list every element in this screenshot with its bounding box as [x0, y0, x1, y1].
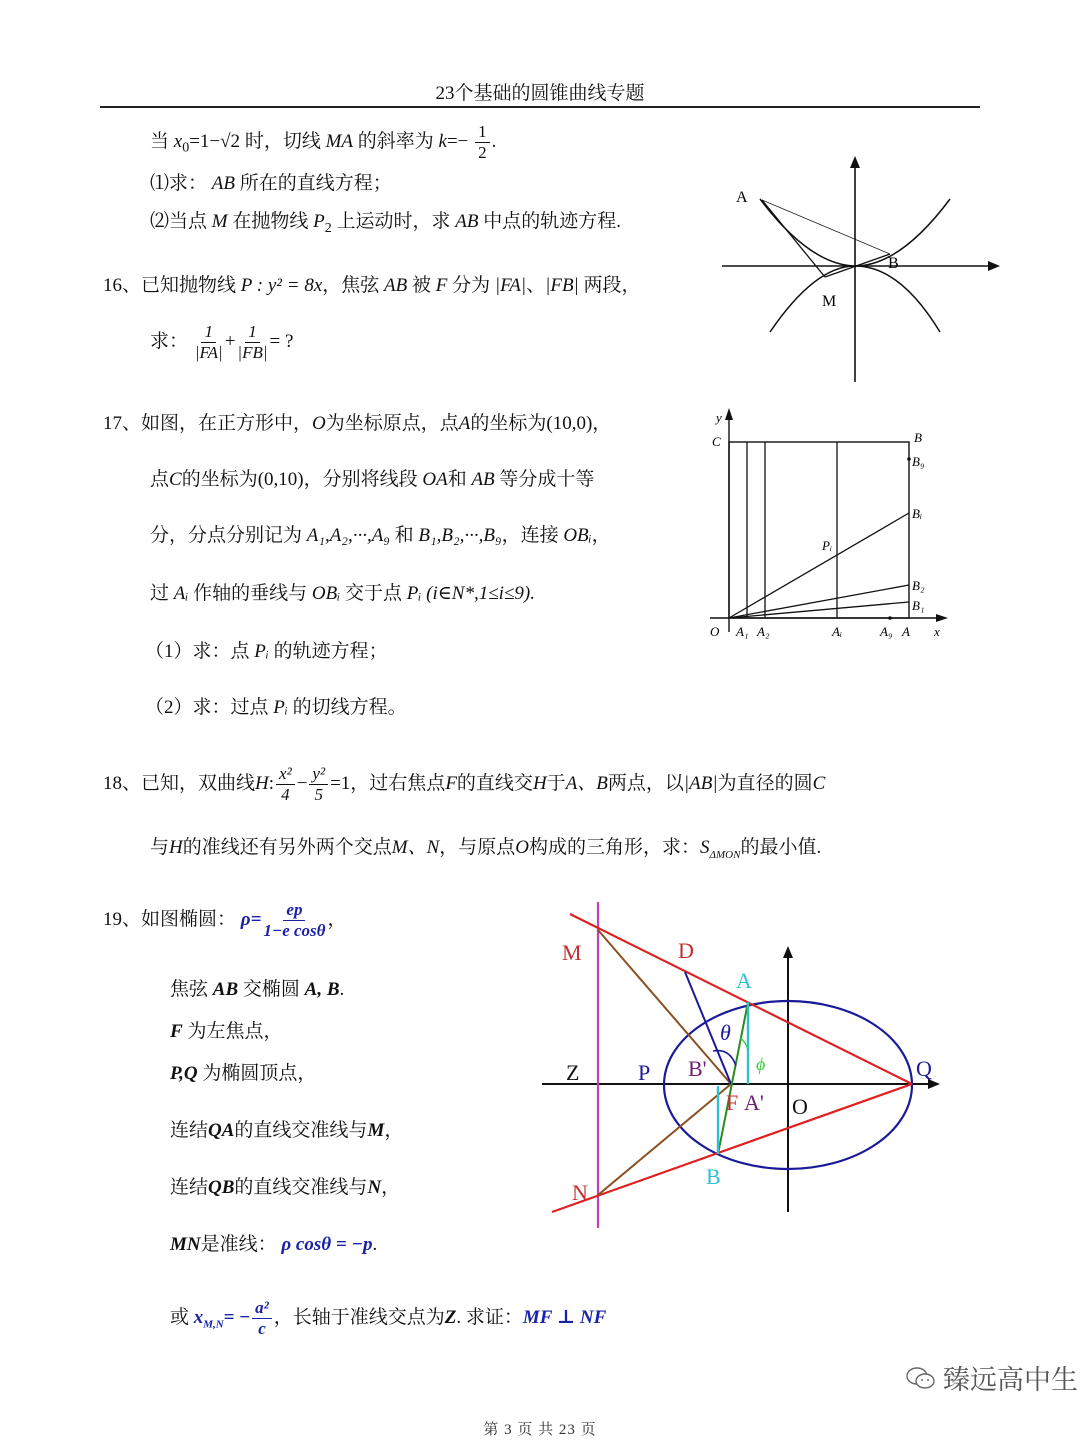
- text: 中点的轨迹方程.: [483, 211, 621, 232]
- var-MN: MN: [170, 1234, 201, 1255]
- text: 连结: [170, 1120, 209, 1141]
- text: 的坐标为(10,0)，: [470, 413, 612, 434]
- var-AB: AB: [211, 173, 235, 194]
- label-F: F: [726, 1090, 739, 1115]
- label-y: y: [716, 410, 722, 425]
- text: 构成的三角形，求：: [529, 837, 701, 858]
- line-MF: [598, 930, 731, 1084]
- text: 的最小值.: [740, 837, 822, 858]
- p17-line2: [150, 464, 594, 491]
- var-OBi: OBᵢ: [563, 525, 592, 546]
- text: 作轴的垂线与: [193, 583, 308, 604]
- text: （1）求：点: [145, 641, 250, 662]
- text: =1: [330, 772, 351, 794]
- page-header-title: 23个基础的圆锥曲线专题: [435, 83, 645, 104]
- text: 在抛物线: [232, 211, 309, 232]
- label-O: O: [710, 624, 720, 639]
- p15-line1: [150, 122, 496, 163]
- text: 分，分点分别记为: [150, 525, 303, 546]
- numerator: y²: [309, 764, 328, 785]
- prove-statement: MF ⊥ NF: [522, 1306, 607, 1328]
- text: （2）求：过点: [145, 697, 269, 718]
- problem-number: 16、: [103, 275, 142, 296]
- p17-line1: [103, 408, 611, 435]
- watermark-text: 臻远高中生: [943, 1365, 1078, 1396]
- denominator: 4: [281, 785, 290, 804]
- label-B: B: [914, 430, 922, 445]
- p17-q1: [145, 636, 388, 663]
- var-F: F: [170, 1021, 183, 1042]
- line-OBi: [729, 513, 909, 618]
- label-phi: ϕ: [756, 1054, 766, 1074]
- var-OBi: OBᵢ: [311, 583, 341, 604]
- var-C: C: [169, 469, 182, 490]
- text: . 求证：: [456, 1306, 523, 1328]
- text: 、: [526, 275, 546, 296]
- text: 当: [150, 130, 170, 152]
- text: 于: [546, 772, 566, 794]
- var-AB: AB: [471, 469, 495, 490]
- text: 焦弦: [170, 979, 209, 1000]
- var-F: F: [445, 772, 457, 794]
- p16-line2: [150, 322, 293, 363]
- var-MA: MA: [325, 130, 354, 152]
- text: 等分成十等: [499, 469, 595, 490]
- text: 求：: [150, 330, 189, 352]
- numerator: 1: [201, 322, 216, 343]
- denominator: |FA|: [194, 343, 223, 362]
- p19-l1: [170, 974, 344, 1001]
- wechat-icon: [905, 1365, 937, 1391]
- y-axis-arrow: [725, 408, 733, 420]
- text: 和: [447, 469, 467, 490]
- y-axis-arrow: [850, 156, 860, 168]
- label-Z: Z: [566, 1060, 580, 1085]
- sub: ΔMON: [709, 848, 741, 861]
- text: 如图，在正方形中，: [141, 413, 313, 434]
- numerator: a²: [252, 1298, 272, 1319]
- fraction-1: [195, 322, 223, 363]
- var-Pi: Pᵢ: [273, 697, 288, 718]
- text: 点: [150, 469, 170, 490]
- sub: M,N: [203, 1318, 224, 1331]
- label-M: M: [822, 293, 837, 310]
- label-Pi: Pᵢ: [822, 538, 832, 553]
- point-A9: [888, 616, 892, 620]
- figure-15-parabolas: [700, 150, 1010, 390]
- label-P: P: [638, 1060, 651, 1085]
- numerator: 1: [475, 122, 490, 143]
- var-AB-abs: |AB|: [683, 772, 718, 794]
- p19-line1: [103, 900, 347, 941]
- var-PQ: P,Q: [170, 1063, 198, 1084]
- text: .: [339, 979, 345, 1000]
- numerator: 1: [245, 322, 260, 343]
- text: 已知抛物线: [141, 275, 237, 296]
- label-A1: A₁: [736, 624, 749, 639]
- sub: 0: [182, 140, 190, 156]
- text: 的坐标为(0,10)，分别将线段: [181, 469, 418, 490]
- text: 已知，双曲线: [141, 772, 256, 794]
- label-N: N: [572, 1180, 588, 1205]
- denominator: |FB|: [237, 343, 268, 362]
- text: ，长轴于准线交点为: [273, 1306, 445, 1328]
- text: 的准线还有另外两个交点: [182, 837, 392, 858]
- p15-q1: [150, 168, 392, 195]
- text: +: [224, 330, 236, 352]
- text: 的斜率为: [357, 130, 434, 152]
- line-QA: [570, 914, 912, 1084]
- p19-l7: [170, 1298, 606, 1339]
- label-B: B: [706, 1164, 721, 1189]
- text: 被: [412, 275, 432, 296]
- denominator: 2: [478, 143, 487, 162]
- text: 两点，以: [607, 772, 684, 794]
- text: ，: [384, 1120, 404, 1141]
- p16-line1: [103, 270, 641, 297]
- sub: 2: [324, 220, 332, 236]
- p17-line3: [150, 520, 611, 547]
- numerator: x²: [276, 764, 295, 785]
- var-k: k: [438, 130, 447, 152]
- problem-number: 18、: [103, 772, 142, 794]
- text: = ?: [269, 330, 294, 352]
- label-A9: A₉: [880, 624, 893, 639]
- text: 如图椭圆：: [141, 908, 237, 930]
- var-AB: AB: [384, 275, 408, 296]
- text: 两段，: [583, 275, 641, 296]
- text: 为椭圆顶点，: [202, 1063, 317, 1084]
- label-Ai: Aᵢ: [832, 624, 842, 639]
- denominator: c: [258, 1319, 266, 1338]
- line-OB1: [729, 602, 909, 618]
- p17-line4: [150, 578, 535, 605]
- var-Pi: Pᵢ: [254, 641, 269, 662]
- var-M: M: [367, 1120, 385, 1141]
- label-A: A: [902, 624, 910, 639]
- var-B-list: B₁,B₂,···,B₉: [418, 525, 502, 546]
- var-AB: AB: [455, 211, 479, 232]
- text: = −: [223, 1306, 251, 1328]
- var-A-list: A₁,A₂,···,A₉: [306, 525, 390, 546]
- p19-l5: [170, 1172, 400, 1199]
- text: ，焦弦: [322, 275, 380, 296]
- label-A: A: [736, 189, 748, 206]
- text: ⑵当点: [150, 211, 208, 232]
- var-FB: |FB|: [545, 275, 579, 296]
- polar-fraction: [263, 900, 325, 941]
- var-M: M: [211, 211, 228, 232]
- label-Q: Q: [916, 1056, 932, 1081]
- text: 交于点: [345, 583, 403, 604]
- label-A2: A₂: [757, 624, 770, 639]
- var-AB: AB: [212, 979, 239, 1000]
- var-M-N: M、N: [391, 837, 440, 858]
- var-O: O: [312, 413, 326, 434]
- text: −: [296, 772, 308, 794]
- var-N: N: [367, 1177, 382, 1198]
- var-F: F: [435, 275, 448, 296]
- text: 的直线交准线与: [234, 1120, 368, 1141]
- label-x: x: [934, 624, 940, 639]
- p18-line1: [103, 764, 825, 805]
- text: 为坐标原点，点: [325, 413, 459, 434]
- x-axis-arrow: [936, 614, 948, 622]
- label-B1: B₁: [912, 598, 925, 613]
- denominator: 5: [314, 785, 323, 804]
- var-A-B: A、B: [565, 772, 608, 794]
- angle-theta-arc: [713, 1051, 736, 1066]
- text: .: [491, 130, 497, 152]
- directrix-eq: ρ cosθ = −p: [281, 1234, 373, 1255]
- fraction-a2-c: [252, 1298, 272, 1339]
- var-A-B: A, B: [304, 979, 340, 1000]
- text: 或: [170, 1306, 190, 1328]
- text: 连结: [170, 1177, 209, 1198]
- fraction-x2-4: [276, 764, 295, 805]
- text: ，: [381, 1177, 401, 1198]
- var-Z: Z: [444, 1306, 457, 1328]
- label-M: M: [562, 940, 582, 965]
- var-FA: |FA|: [494, 275, 527, 296]
- fraction-2: [237, 322, 267, 363]
- text: 和: [394, 525, 414, 546]
- problem-number: 19、: [103, 908, 142, 930]
- numerator: ep: [283, 900, 305, 921]
- text: ⑴求：: [150, 173, 208, 194]
- x-axis-arrow: [988, 261, 1000, 271]
- label-B9: B₉: [912, 454, 925, 469]
- var-P: P: [313, 211, 325, 232]
- label-A: A: [736, 968, 752, 993]
- fraction: [475, 122, 490, 163]
- var-A: A: [458, 413, 471, 434]
- text: 时，切线: [244, 130, 321, 152]
- var-QA: QA: [208, 1120, 235, 1141]
- text: ，与原点: [439, 837, 516, 858]
- label-C: C: [712, 434, 721, 449]
- chord-AB: [762, 200, 890, 254]
- var-C: C: [812, 772, 826, 794]
- fraction-y2-5: [309, 764, 328, 805]
- text: 的直线交: [456, 772, 533, 794]
- label-A-prime: A': [744, 1090, 764, 1115]
- text: ，: [591, 525, 611, 546]
- text: 交椭圆: [242, 979, 300, 1000]
- var-x: x: [193, 1306, 204, 1328]
- text: 上运动时，求: [336, 211, 451, 232]
- text: :: [268, 772, 275, 794]
- problem-number: 17、: [103, 413, 142, 434]
- p18-line2: [150, 832, 821, 861]
- equation: P : y² = 8x: [240, 275, 323, 296]
- text: .: [372, 1234, 378, 1255]
- text: 的轨迹方程；: [273, 641, 388, 662]
- header-rule: [100, 106, 980, 108]
- denominator: 1−e cosθ: [263, 921, 326, 940]
- var-O: O: [515, 837, 530, 858]
- figure-17-square: [700, 400, 960, 650]
- p19-l3: [170, 1058, 316, 1085]
- p19-l2: [170, 1016, 282, 1043]
- text: 所在的直线方程；: [239, 173, 392, 194]
- var-x: x: [173, 130, 183, 152]
- text: 是准线：: [200, 1234, 277, 1255]
- text: ，连接: [501, 525, 559, 546]
- var-OA: OA: [422, 469, 448, 490]
- label-Bi: Bᵢ: [912, 506, 922, 521]
- text: =1−√2: [189, 130, 241, 152]
- text: 与: [150, 837, 170, 858]
- text: =−: [446, 130, 469, 152]
- text: ，: [327, 908, 347, 930]
- p19-l4: [170, 1115, 403, 1142]
- var-QB: QB: [208, 1177, 235, 1198]
- y-axis-arrow: [783, 946, 793, 958]
- label-B2: B₂: [912, 578, 925, 593]
- text: 为左焦点，: [187, 1021, 283, 1042]
- text: 的切线方程。: [292, 697, 407, 718]
- square-OABC: [729, 442, 909, 618]
- rho-eq: ρ=: [240, 908, 262, 930]
- p19-l6: [170, 1229, 377, 1256]
- text: 分为: [452, 275, 491, 296]
- text: 过: [150, 583, 170, 604]
- page-footer: 第 3 页 共 23 页: [483, 1422, 597, 1438]
- watermark: [905, 1358, 1078, 1397]
- label-B-prime: B': [688, 1056, 707, 1081]
- var-Pi: Pᵢ: [406, 583, 422, 604]
- var-H: H: [532, 772, 547, 794]
- p17-q2: [145, 692, 407, 719]
- text: ，过右焦点: [350, 772, 446, 794]
- p15-q2: [150, 206, 621, 237]
- point-B9: [907, 457, 911, 461]
- label-theta: θ: [720, 1020, 731, 1045]
- condition: (i∈N*,1≤i≤9).: [426, 583, 535, 604]
- var-H: H: [255, 772, 269, 794]
- var-S: S: [700, 837, 710, 858]
- label-O: O: [792, 1094, 808, 1119]
- figure-19-ellipse: [540, 890, 950, 1230]
- text: 的直线交准线与: [234, 1177, 368, 1198]
- text: 为直径的圆: [717, 772, 813, 794]
- var-Ai: Aᵢ: [173, 583, 189, 604]
- label-D: D: [678, 938, 694, 963]
- var-H: H: [169, 837, 183, 858]
- label-B: B: [888, 255, 899, 272]
